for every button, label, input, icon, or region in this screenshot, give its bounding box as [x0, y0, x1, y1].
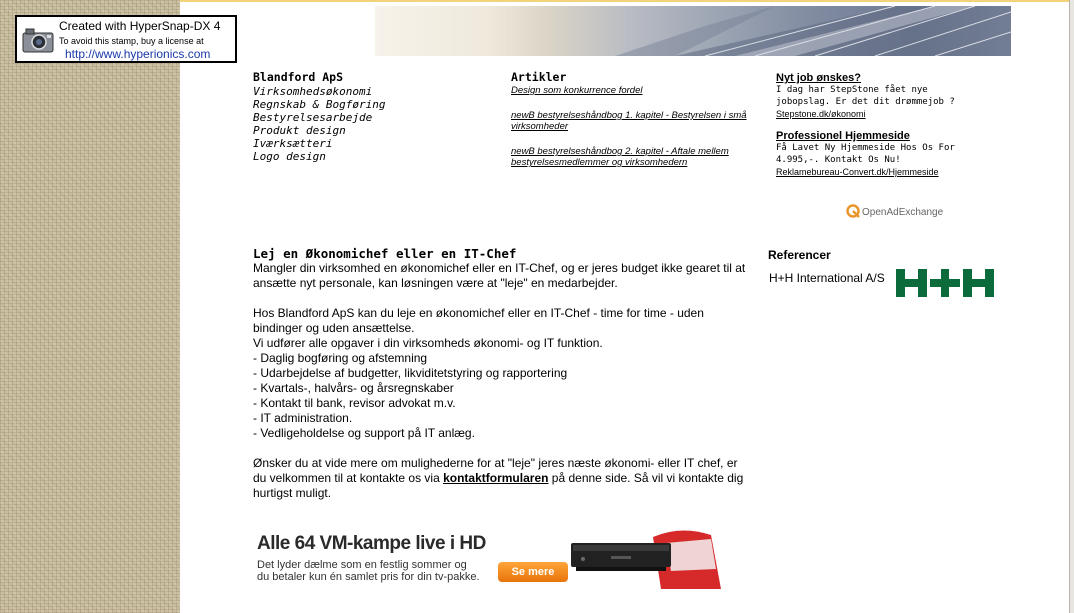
openadexchange-label: OpenAdExchange [862, 207, 944, 218]
stamp-url: http://www.hyperionics.com [65, 47, 211, 61]
tv-package-ad[interactable] [253, 529, 721, 589]
task-item: - Kvartals-, halvårs- og årsregnskaber [253, 381, 454, 395]
references-title: Referencer [768, 248, 831, 262]
ad-link-1[interactable]: Stepstone.dk/økonomi [776, 109, 866, 119]
articles-title: Artikler [511, 70, 567, 84]
nav-link-produkt-design[interactable]: Produkt design [253, 124, 346, 137]
company-title: Blandford ApS [253, 70, 344, 84]
articles-column [511, 70, 751, 182]
article-link-1[interactable]: Design som konkurrence fordel [511, 85, 643, 96]
references-section [768, 246, 1008, 285]
nav-link-regnskab[interactable]: Regnskab & Bogføring [253, 98, 386, 111]
tv-box-image [571, 529, 721, 589]
nav-column [253, 70, 483, 163]
ad-title-1[interactable]: Nyt job ønskes? [776, 72, 861, 84]
hypersnap-stamp [15, 15, 237, 63]
contact-text-before: Ønsker du at vide mere om mulighederne for at "leje" jeres næste økonomi- eller IT chef, er du velkommen til at kontakte os via [253, 456, 738, 485]
service-paragraph: Hos Blandford ApS kan du leje en økonomichef eller en IT-Chef - time for time - uden bindinger og uden ansættelse. [253, 306, 704, 335]
task-item: - Udarbejdelse af budgetter, likviditetstyring og rapportering [253, 366, 568, 380]
nav-link-bestyrelsesarbejde[interactable]: Bestyrelsesarbejde [253, 111, 373, 124]
contact-paragraph [253, 456, 753, 501]
intro-paragraph: Mangler din virksomhed en økonomichef eller en IT-Chef, og er jeres budget ikke gearet til at ansætte nyt personale, kan løsningen være at "leje" en medarbejder. [253, 261, 746, 290]
contact-text-after: på denne side. Så vil vi kontakte dig hurtigst muligt. [253, 471, 744, 500]
ad-link-2[interactable]: Reklamebureau-Convert.dk/Hjemmeside [776, 167, 939, 177]
article-link-3[interactable]: newB bestyrelseshåndbog 2. kapitel - Aftale mellem bestyrelsesmedlemmer og virksomhedern [511, 146, 729, 168]
right-scroll-strip [1069, 0, 1074, 613]
task-item: - Kontakt til bank, revisor advokat m.v. [253, 396, 456, 410]
main-heading: Lej en Økonomichef eller en IT-Chef [253, 246, 517, 261]
stamp-line-2: To avoid this stamp, buy a license at [59, 36, 204, 46]
task-item: - Daglig bogføring og afstemning [253, 351, 428, 365]
ad-text-1: I dag har StepStone fået nye jobopslag. Er det dit drømmejob ? [776, 85, 955, 107]
stamp-line-1: Created with HyperSnap-DX 4 [59, 19, 221, 33]
reference-name: H+H International A/S [769, 271, 885, 285]
tv-ad-subtext [257, 559, 480, 583]
article-link-2[interactable]: newB bestyrelseshåndbog 1. kapitel - Bestyrelsen i små virksomheder [511, 110, 747, 132]
building-graphic [375, 6, 1011, 56]
task-item: - Vedligeholdelse og support på IT anlæg. [253, 426, 475, 440]
ad-block-1 [776, 72, 966, 120]
tv-ad-sub-line-1: Det lyder dælme som en festlig sommer og [257, 559, 467, 571]
tv-ad-headline: Alle 64 VM-kampe live i HD [257, 533, 486, 554]
se-mere-button[interactable]: Se mere [498, 562, 568, 582]
nav-link-ivaerksaetteri[interactable]: Iværksætteri [253, 137, 333, 150]
tv-ad-sub-line-2: du betaler kun én samlet pris for din tv-pakke. [257, 571, 480, 583]
openadexchange-icon [846, 204, 860, 218]
camera-icon [22, 27, 54, 53]
ad-block-2 [776, 130, 966, 178]
task-item: - IT administration. [253, 411, 353, 425]
nav-link-logo-design[interactable]: Logo design [253, 150, 326, 163]
main-content [253, 246, 753, 501]
openadexchange-logo[interactable] [846, 204, 943, 218]
tasks-intro: Vi udfører alle opgaver i din virksomheds økonomi- og IT funktion. [253, 336, 603, 350]
nav-link-virksomhedsokonomi[interactable]: Virksomhedsøkonomi [253, 85, 373, 98]
ad-title-2[interactable]: Professionel Hjemmeside [776, 130, 910, 142]
header-banner-image [375, 6, 1011, 56]
contact-form-link[interactable]: kontaktformularen [443, 471, 549, 485]
ad-text-2: Få Lavet Ny Hjemmeside Hos Os For 4.995,-. Kontakt Os Nu! [776, 143, 955, 165]
hh-logo[interactable] [896, 267, 995, 299]
ads-column [776, 72, 966, 188]
left-texture-background [0, 0, 180, 613]
